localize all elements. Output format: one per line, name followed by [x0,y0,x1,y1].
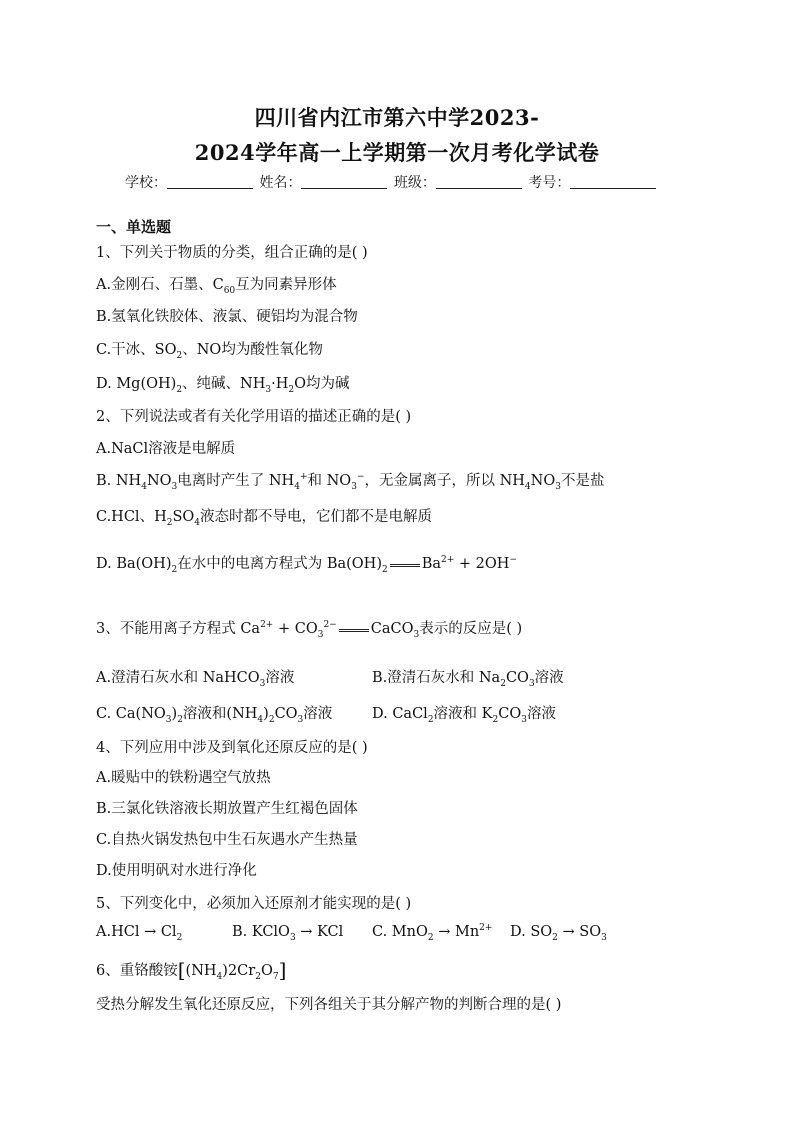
exam-number-label: 考号： [528,175,571,191]
q3-option-d: D. CaCl$_2$溶液和 $K_2CO_3$溶液 [372,706,556,725]
q6-stem: 6、重铬酸铵$[(NH_4)2Cr_2O_7]$ [96,958,287,982]
q5-option-b: B. KClO$_3$ → KCl [232,924,344,943]
q4-option-b: B.三氯化铁溶液长期放置产生红褐色固体 [96,801,358,817]
exam-number-blank[interactable] [570,174,656,189]
school-label: 学校： [125,175,167,191]
q2-option-a: A.NaCl溶液是电解质 [96,441,236,457]
page-title-line2: 2024学年高一上学期第一次月考化学试卷 [194,140,600,165]
q5-option-d: D. $SO_2 \to SO_3$ [510,924,607,943]
q4-option-d: D.使用明矾对水进行净化 [96,863,257,879]
q2-option-b: B. $NH_4NO_3$电离时产生了 $NH_4^+$和 $NO_3^-$，无金属离子，所以 $NH_4NO_3$不是盐 [96,472,605,492]
q6-stem-continued: 受热分解发生氧化还原反应，下列各组关于其分解产物的判断合理的是( ) [96,997,562,1013]
page-title-line1: 四川省内江市第六中学2023- [254,105,540,130]
q2-option-c: C.HCl、$H_2SO_4$液态时都不导电，它们都不是电解质 [96,509,433,528]
school-blank[interactable] [167,174,253,189]
q3-option-c: C. $Ca(NO_3)_2$溶液和$(NH_4)_2CO_3$溶液 [96,706,333,725]
q5-stem: 5、下列变化中，必须加入还原剂才能实现的是( ) [96,896,412,912]
q3-option-a: A.澄清石灰水和 NaHCO$_3$溶液 [96,670,295,689]
q1-stem: 1、下列关于物质的分类，组合正确的是( ) [96,245,368,261]
q1-option-c: C.干冰、$SO_2$、NO均为酸性氧化物 [96,342,323,361]
equals-arrow-icon [388,556,422,572]
class-blank[interactable] [436,174,522,189]
name-label: 姓名： [259,175,302,191]
section-heading: 一、单选题 [96,218,172,236]
q1-option-a: A.金刚石、石墨、$C_{60}$互为同素异形体 [96,277,337,296]
equals-arrow-icon [337,621,371,637]
name-blank[interactable] [301,174,387,189]
q4-option-c: C.自热火锅发热包中生石灰遇水产生热量 [96,832,358,848]
class-label: 班级： [393,175,436,191]
q4-option-a: A.暖贴中的铁粉遇空气放热 [96,770,271,786]
q2-option-d: D. $Ba(OH)_2$在水中的电离方程式为 $Ba(OH)_2$ $Ba^{2+} + 2OH^-$ [96,555,517,575]
q1-option-d: D. $Mg(OH)_2$、纯碱、$NH_3\cdot H_2O$均为碱 [96,376,350,395]
q2-stem: 2、下列说法或者有关化学用语的描述正确的是( ) [96,409,412,425]
student-info-row [125,172,658,192]
q3-stem: 3、不能用离子方程式 $Ca^{2+} + CO_3^{2-}$ CaCO$_3$表示的反应是( ) [96,620,523,640]
q3-option-b: B.澄清石灰水和 $Na_2CO_3$溶液 [372,670,564,689]
q5-option-c: C. $MnO_2 \to Mn^{2+}$ [372,923,493,943]
q4-stem: 4、下列应用中涉及到氧化还原反应的是( ) [96,740,368,756]
q5-option-a: $A.HCl \to Cl_2$ [96,924,183,943]
q1-option-b: B.氢氧化铁胶体、液氯、硬铝均为混合物 [96,309,358,325]
